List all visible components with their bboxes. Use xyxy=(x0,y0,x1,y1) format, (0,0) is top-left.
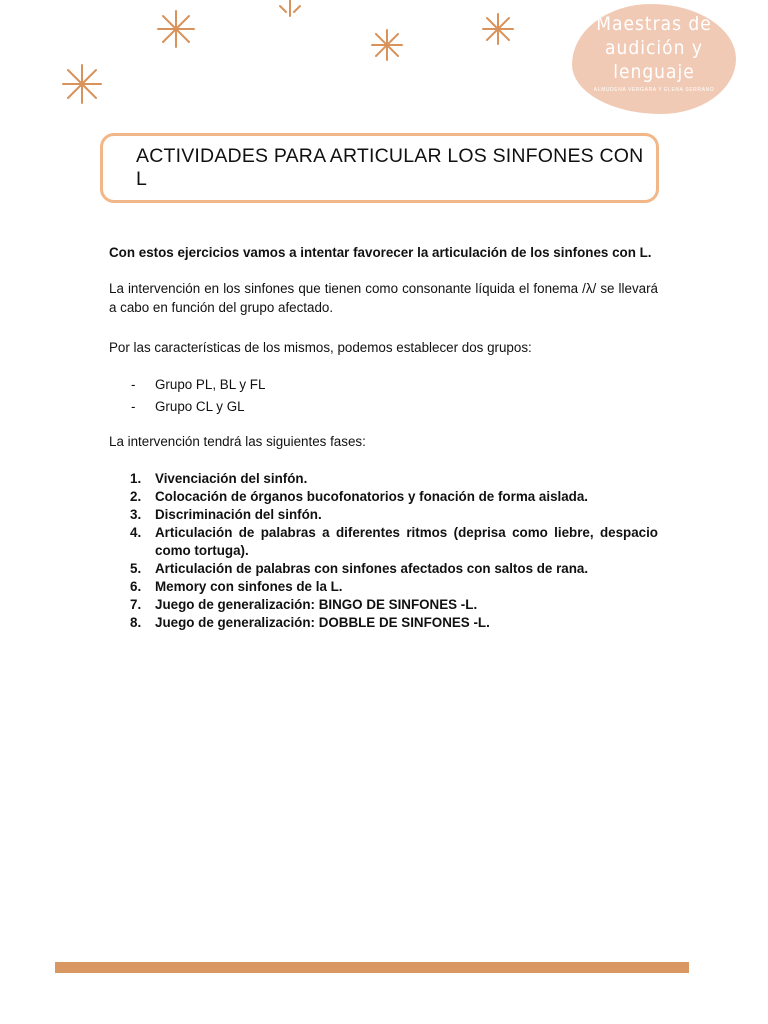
brand-logo xyxy=(572,4,736,114)
star-decoration-icon xyxy=(481,12,515,46)
phases-intro-paragraph: La intervención tendrá las siguientes fases: xyxy=(109,434,366,449)
list-marker: - xyxy=(131,377,136,392)
star-decoration-icon xyxy=(276,0,304,20)
list-item xyxy=(109,596,658,614)
page-title: ACTIVIDADES PARA ARTICULAR LOS SINFONES CON L xyxy=(136,145,644,190)
list-number: 1. xyxy=(130,471,142,486)
list-number: 4. xyxy=(130,525,142,540)
list-item xyxy=(109,470,658,488)
list-number: 7. xyxy=(130,597,142,612)
list-number: 8. xyxy=(130,615,142,630)
intervention-paragraph: La intervención en los sinfones que tienen como consonante líquida el fonema /λ/ se llevará a cabo en función del grupo afectado. xyxy=(109,281,658,315)
star-decoration-icon xyxy=(60,63,104,105)
list-item xyxy=(109,374,658,396)
list-item-text: Discriminación del sinfón. xyxy=(155,507,322,522)
logo-line-1: Maestras de xyxy=(596,13,712,35)
groups-list xyxy=(109,374,658,417)
list-number: 5. xyxy=(130,561,142,576)
list-item xyxy=(109,578,658,596)
list-item-text: Articulación de palabras con sinfones afectados con saltos de rana. xyxy=(155,561,589,576)
groups-intro-paragraph: Por las características de los mismos, podemos establecer dos grupos: xyxy=(109,340,532,355)
logo-line-2: audición y xyxy=(605,37,703,59)
list-number: 3. xyxy=(130,507,142,522)
list-item xyxy=(109,506,658,524)
list-item xyxy=(109,396,658,418)
footer-bar xyxy=(55,962,689,973)
star-decoration-icon xyxy=(370,28,404,62)
list-item xyxy=(109,488,658,506)
list-item-text: Grupo CL y GL xyxy=(155,398,245,414)
list-number: 2. xyxy=(130,489,142,504)
list-item-text: Vivenciación del sinfón. xyxy=(155,471,308,486)
list-item-text: Articulación de palabras a diferentes ritmos (deprisa como liebre, despacio como tortuga). xyxy=(155,525,658,558)
list-item-text: Memory con sinfones de la L. xyxy=(155,579,343,594)
star-decoration-icon xyxy=(154,9,198,49)
list-marker: - xyxy=(131,398,136,414)
list-item-text: Colocación de órganos bucofonatorios y fonación de forma aislada. xyxy=(155,489,589,504)
title-box xyxy=(100,133,659,203)
logo-subtitle: ALMUDENA VERGARA Y ELENA SERRANO xyxy=(593,87,715,93)
logo-line-3: lenguaje xyxy=(613,61,695,83)
list-item xyxy=(109,614,658,632)
list-item xyxy=(109,524,658,560)
list-item xyxy=(109,560,658,578)
intro-paragraph: Con estos ejercicios vamos a intentar favorecer la articulación de los sinfones con L. xyxy=(109,245,652,260)
list-item-text: Juego de generalización: DOBBLE DE SINFONES -L. xyxy=(155,615,490,630)
phases-list xyxy=(109,470,658,632)
list-item-text: Juego de generalización: BINGO DE SINFONES -L. xyxy=(155,597,478,612)
list-item-text: Grupo PL, BL y FL xyxy=(155,377,266,392)
list-number: 6. xyxy=(130,579,142,594)
